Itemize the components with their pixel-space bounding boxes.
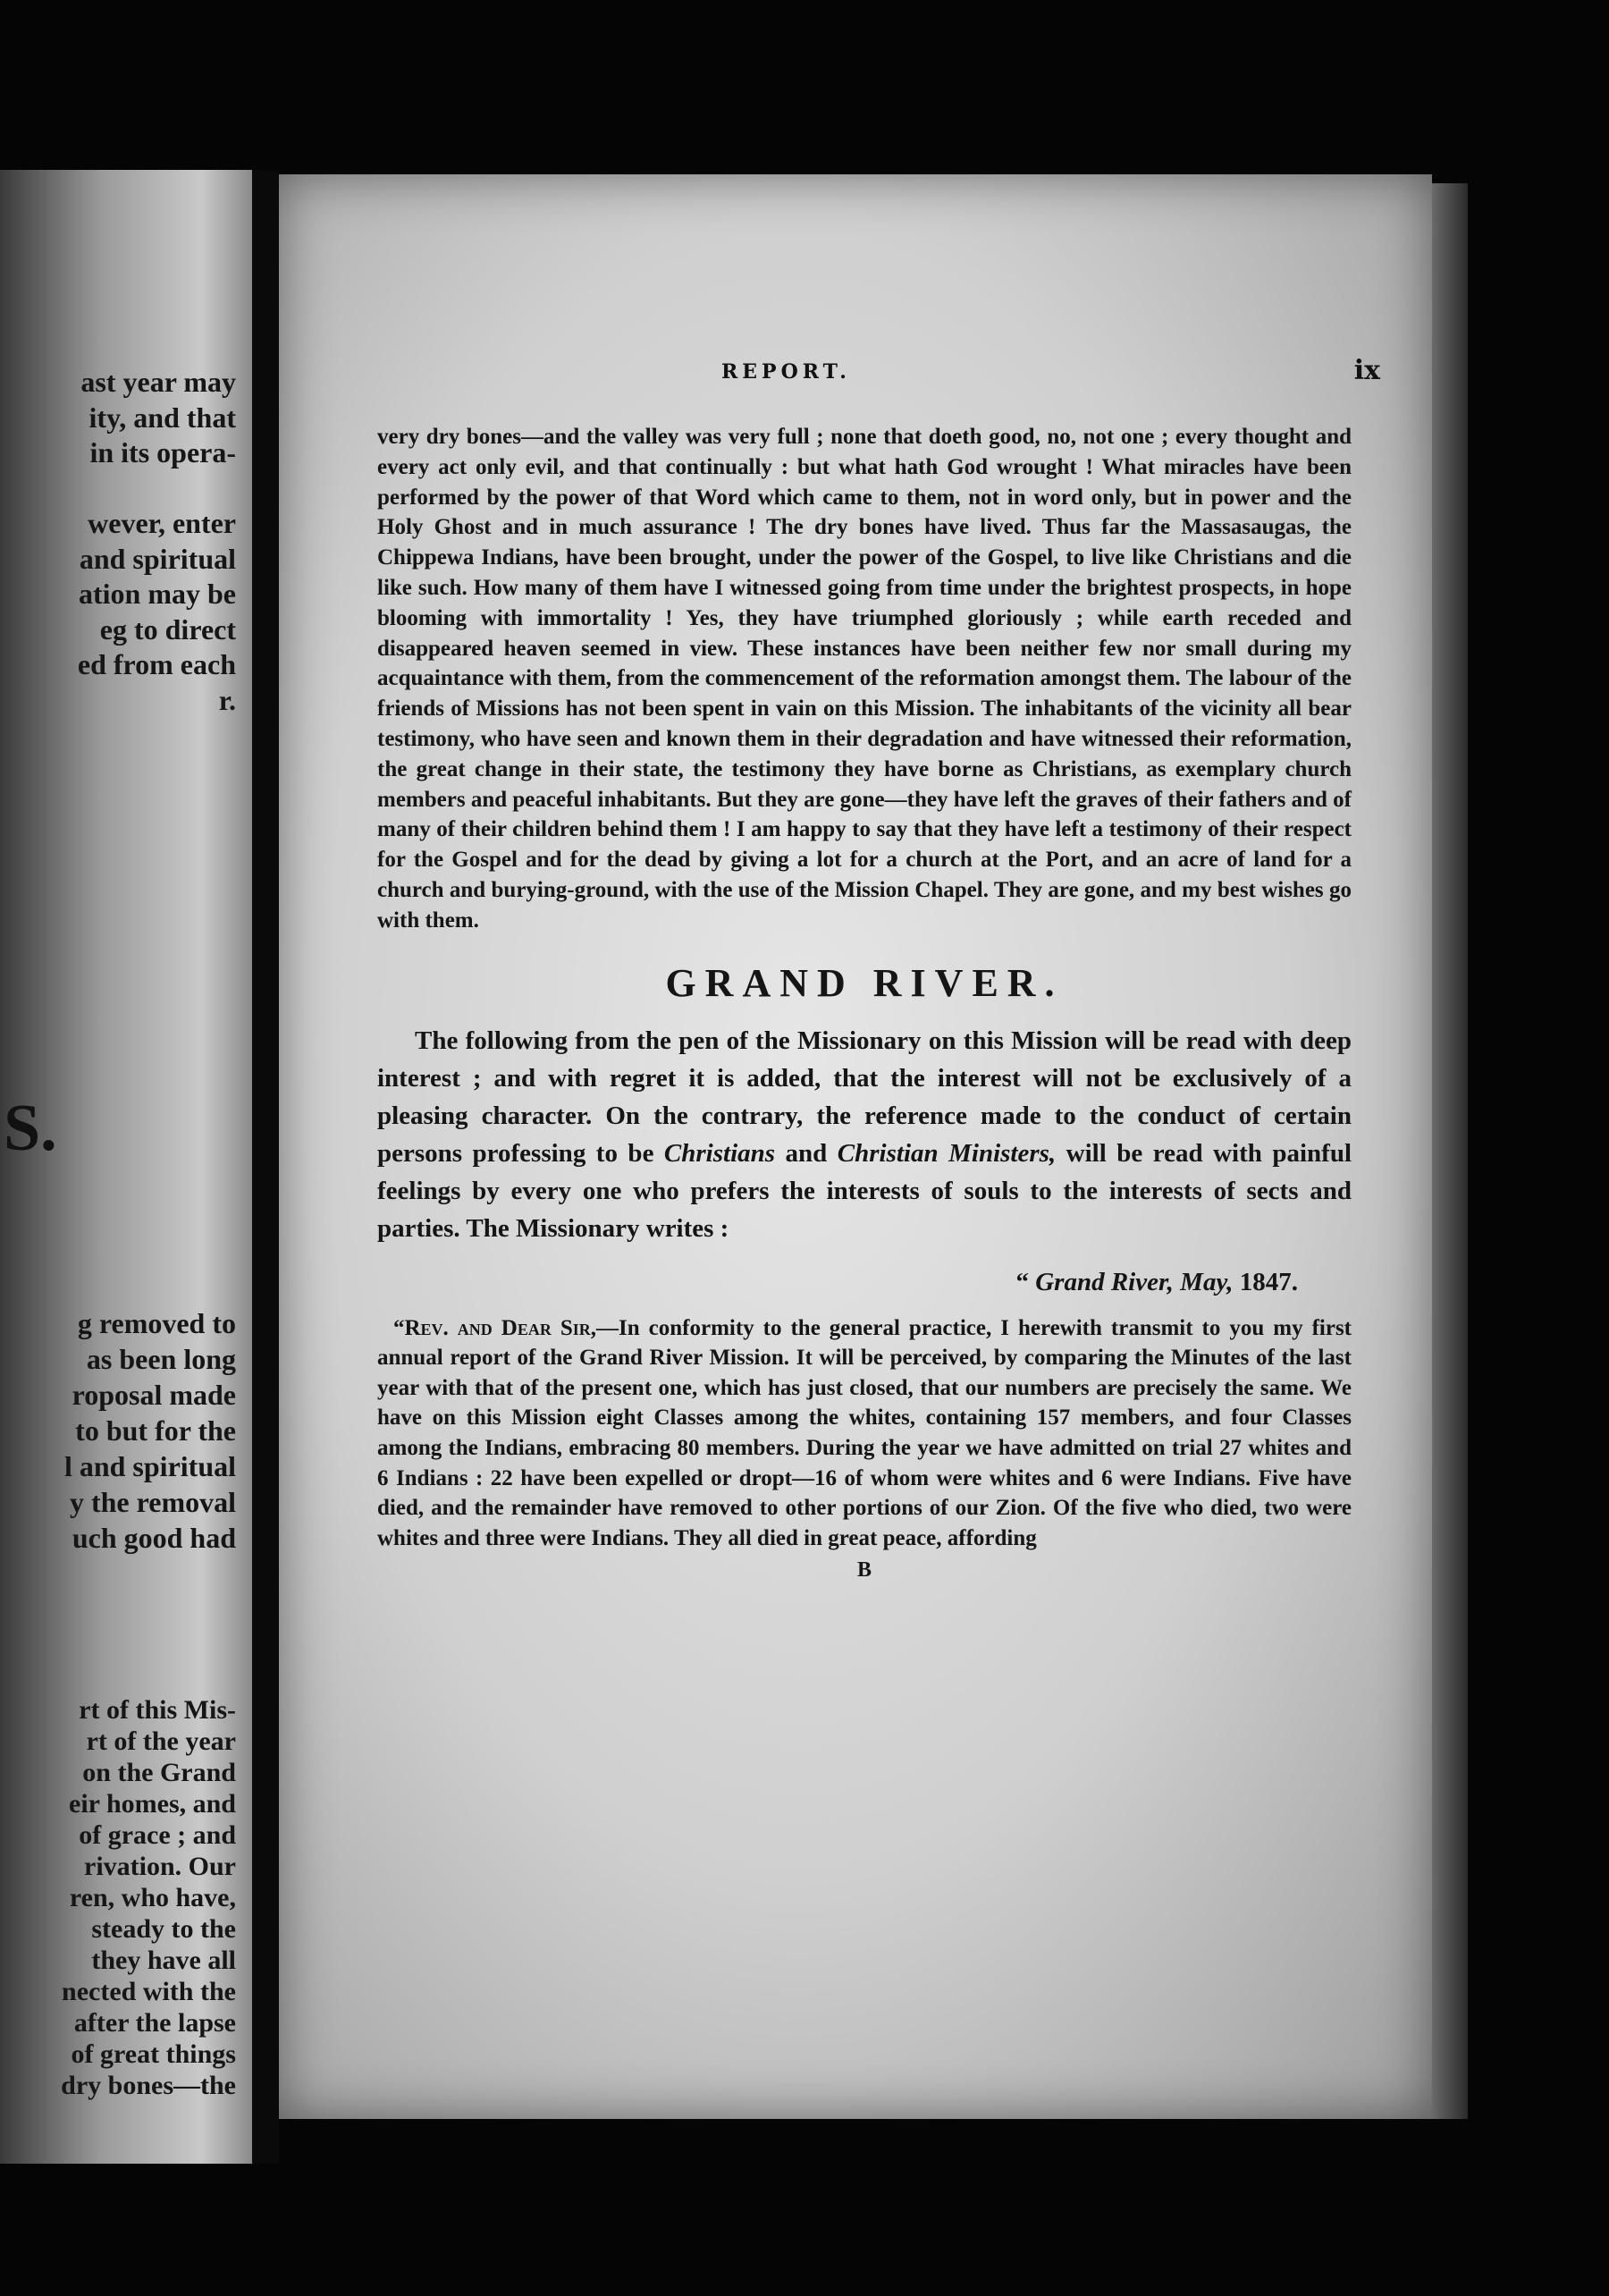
signature-mark: B (856, 1558, 872, 1583)
paragraph-3 (377, 1313, 1352, 1554)
paragraph-1: very dry bones—and the valley was very full ; none that doeth good, no, not one ; every thought and every act only evil, and that continually : but what hath God wrought ! What miracles have been performed by the power of that Word which came to them, not in word only, but in power and the Holy Ghost and in much assurance ! The dry bones have lived. Thus far the Massasaugas, the Chippewa Indians, have been brought, under the power of the Gospel, to live like Christians and die like such. How many of them have I witnessed going from time under the brightest prospects, in hope blooming with immortality ! Yes, they have triumphed gloriously ; while earth receded and disappeared heaven seemed in view. These instances have been neither few nor small during my acquaintance with them, from the commencement of the reformation amongst them. The labour of the friends of Missions has not been spent in vain on this Mission. The inhabitants of the vicinity all bear testimony, who have seen and known them in their degradation and have witnessed their reformation, the great change in their state, the testimony they have borne as Christians, as exemplary church members and peaceful inhabitants. But they are gone—they have left the graves of their fathers and of many of their children behind them ! I am happy to say that they have left a testimony of their respect for the Gospel and for the dead by giving a lot for a church at the Port, and an acre of land for a church and burying-ground, with the use of the Mission Chapel. They are gone, and my best wishes go with them. (377, 425, 1352, 933)
paragraph-2-part-3: will be read with painful feelings by every one who prefers the interests of souls to the interests of sects and parties. The Missionary writes : (377, 1138, 1352, 1243)
paragraph-2-part-1: The following from the pen of the Missionary on this Mission will be read with deep interest ; and with regret it is added, that the interest will not be exclusively of a pleasing character. On the contrary, the reference made to the conduct of certain persons professing to be (377, 1026, 1352, 1168)
paragraph-3-text: —In conformity to the general practice, I herewith transmit to you my first annual report of the Grand River Mission. It will be perceived, by comparing the Minutes of the last year with that of the present one, which has just closed, that our numbers are precisely the same. We have on this Mission eight Classes among the whites, containing 157 members, and four Classes among the Indians, embracing 80 members. During the year we have admitted on trial 27 whites and 6 Indians : 22 have been expelled or dropt—16 of whom were whites and 6 were Indians. Five have died, and the remainder have removed to other portions of our Zion. Of the five who died, two were whites and three were Indians. They all died in great peace, affording (377, 1315, 1352, 1550)
page-body (377, 422, 1352, 1583)
book-gutter (252, 170, 279, 2164)
left-page-text-top: ast year may ity, and that in its opera- wever, enter and spiritual ation may be eg to direct ed from each r. (77, 366, 236, 716)
letter-dateline (377, 1263, 1298, 1301)
letter-salutation: “Rev. and Dear Sir, (393, 1315, 597, 1340)
dateline-quote: “ (1015, 1267, 1036, 1296)
dateline-place: Grand River, May, (1035, 1267, 1234, 1296)
paragraph-2-italic-1: Christians (663, 1138, 776, 1168)
left-page-heading-fragment: S. (4, 1092, 57, 1165)
paragraph-2-italic-2: Christian Ministers, (837, 1138, 1057, 1168)
page-edge (1432, 183, 1468, 2119)
page-number: ix (1353, 355, 1380, 386)
left-page (0, 170, 252, 2164)
page-header (279, 355, 1432, 396)
section-heading: GRAND RIVER. (665, 960, 1064, 1005)
left-page-text-middle: g removed to as been long roposal made to but for the l and spiritual y the removal uch good had (63, 1307, 236, 1554)
dateline-year: 1847. (1233, 1267, 1298, 1296)
left-page-text-bottom: rt of this Mis- rt of the year on the Grand eir homes, and of grace ; and rivation. Our ren, who have, steady to the they have all nected with the after the lapse of great things dry bones—the (61, 1695, 236, 2100)
paragraph-2 (377, 1022, 1352, 1247)
running-head: REPORT. (721, 360, 851, 384)
right-page (279, 174, 1432, 2119)
paragraph-2-part-2: and (775, 1138, 838, 1168)
